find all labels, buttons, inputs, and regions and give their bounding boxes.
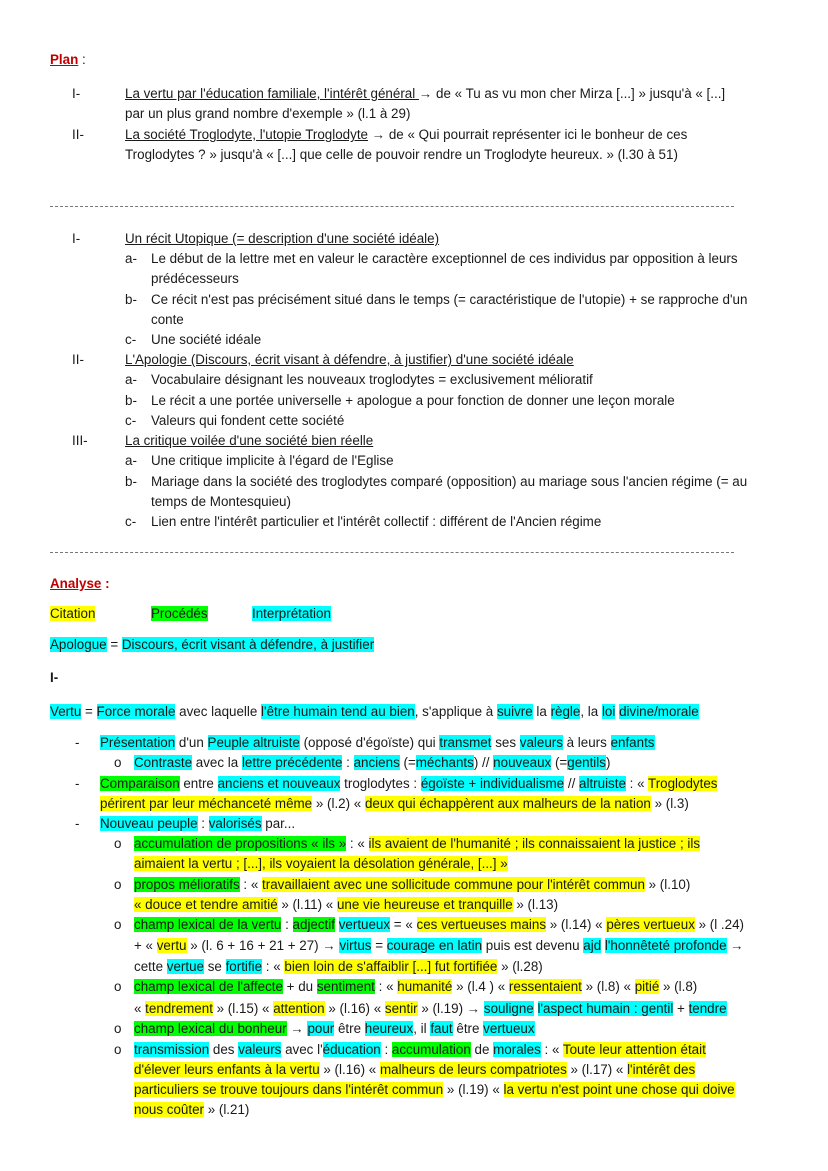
b3-t3: valorisés: [208, 816, 262, 831]
sub-4-cont: [134, 999, 727, 1019]
s6-t20: nous coûter: [134, 1102, 204, 1117]
s6-t1: transmission: [134, 1042, 210, 1057]
bullet-2: [100, 774, 717, 794]
s3-t15: =: [371, 938, 387, 953]
s3-t7: ces vertueuses mains: [416, 917, 547, 932]
s5-t9: vertueux: [483, 1021, 535, 1036]
outline-2c-letter: c-: [125, 413, 137, 428]
s2-t3: travaillaient avec une sollicitude commune pour l'intérêt commun: [262, 877, 645, 892]
b1s-t11: gentils: [567, 755, 606, 770]
s2-t8: » (l.13): [512, 897, 559, 912]
sub-5-marker: o: [114, 1021, 122, 1036]
outline-1a: Le début de la lettre met en valeur le caractère exceptionnel de ces individus par opposition à leurs: [151, 251, 738, 266]
b1s-t5: anciens: [353, 755, 400, 770]
s4-t18: souligne: [483, 1001, 534, 1016]
outline-1c-letter: c-: [125, 332, 137, 347]
s2-t7: une vie heureuse et tranquille: [336, 897, 513, 912]
sub-1-marker: o: [114, 836, 122, 851]
s3-t28: » (l.28): [497, 959, 543, 974]
s3-t9: pères vertueux: [606, 917, 695, 932]
s6-t11: Toute leur attention était: [562, 1042, 706, 1057]
s6-t2: des: [209, 1042, 239, 1057]
vertu-definition: [50, 702, 699, 722]
plan-item-2-cont: Troglodytes ? » jusqu'à « [...] que celle de pouvoir rendre un Troglodyte heureux. » (l.30 à 51): [125, 147, 678, 162]
s4-t17: » (l.19) →: [417, 1001, 484, 1016]
b2-t1: Comparaison: [100, 776, 180, 791]
s4-t14: attention: [273, 1001, 325, 1016]
outline-part-2-num: II-: [72, 352, 84, 367]
s4-t22: tendre: [688, 1001, 727, 1016]
sub-3-cont-2: [134, 957, 543, 977]
s5-t6: , il: [413, 1021, 431, 1036]
b1-t8: à leurs: [562, 735, 611, 750]
s3-t12: vertu: [156, 938, 187, 953]
sub-2: [134, 875, 690, 895]
s3-t8: » (l.14) «: [546, 917, 607, 932]
s5-t5: heureux: [364, 1021, 414, 1036]
plan-title: Plan: [50, 52, 79, 67]
s3-t10: » (l .24): [694, 917, 745, 932]
s6-t14: malheurs de leurs compatriotes: [379, 1062, 567, 1077]
sub-3-marker: o: [114, 917, 122, 932]
s3-t3: adjectif: [292, 917, 335, 932]
plan-heading: [50, 50, 86, 70]
s3-t27: bien loin de s'affaiblir [...] fut fortifiée: [284, 959, 498, 974]
s5-t1: champ lexical du bonheur: [134, 1021, 287, 1036]
s2-t2: : «: [239, 877, 263, 892]
vertu-t10: , la: [580, 704, 602, 719]
sub-6-marker: o: [114, 1042, 122, 1057]
s6-t5: éducation: [322, 1042, 381, 1057]
legend-procedes: Procédés: [151, 606, 208, 621]
outline-2b: Le récit a une portée universelle + apologue a pour fonction de donner une leçon morale: [151, 393, 675, 408]
s6-t13: » (l.16) «: [319, 1062, 380, 1077]
separator-1: [50, 206, 734, 207]
bullet-1-dash: -: [75, 735, 80, 750]
b1-t6: ses: [491, 735, 520, 750]
vertu-t6: , s'applique à: [414, 704, 497, 719]
s6-t7: accumulation: [391, 1042, 471, 1057]
vertu-t2: =: [81, 704, 97, 719]
s6-t8: de: [470, 1042, 494, 1057]
b1-t5: transmet: [439, 735, 492, 750]
b1-t9: enfants: [610, 735, 655, 750]
sub-6-cont-1: [134, 1060, 695, 1080]
s5-t7: faut: [430, 1021, 453, 1036]
outline-3b-cont: temps de Montesquieu): [151, 494, 291, 509]
plan-item-1-range: → de « Tu as vu mon cher Mirza [...] » jusqu'à « [...]: [418, 86, 726, 101]
outline-1b: Ce récit n'est pas précisément situé dans le temps (= caractéristique de l'utopie) + se rapproche d'un: [151, 292, 748, 307]
s6-t10: : «: [540, 1042, 563, 1057]
s3-t2: :: [281, 917, 293, 932]
plan-colon: :: [78, 52, 86, 67]
s6-t15: » (l.17) «: [566, 1062, 628, 1077]
s3-t21: →: [726, 938, 744, 953]
bullet-3-dash: -: [75, 816, 80, 831]
sub-6-cont-2: [134, 1080, 735, 1100]
s4-t13: » (l.15) «: [212, 1001, 274, 1016]
outline-3c: Lien entre l'intérêt particulier et l'intérêt collectif : différent de l'Ancien régime: [151, 514, 602, 529]
b2-t3: anciens et nouveaux: [217, 776, 341, 791]
s6-t16: l'intérêt des: [627, 1062, 696, 1077]
b1s-t9: nouveaux: [493, 755, 552, 770]
legend: [50, 604, 95, 624]
b2-t6: //: [564, 776, 580, 791]
b1s-t3: lettre précédente: [241, 755, 343, 770]
outline-2a-letter: a-: [125, 372, 137, 387]
apologue-definition: [50, 635, 374, 655]
bullet-1-sub-marker: o: [114, 755, 122, 770]
s4-t4: : «: [374, 979, 398, 994]
s2-t1: propos mélioratifs: [134, 877, 240, 892]
outline-part-2-title: L'Apologie (Discours, écrit visant à défendre, à justifier) d'une société idéale: [125, 352, 574, 367]
outline-part-3-title: La critique voilée d'une société bien réelle: [125, 433, 374, 448]
analyse-part-1: I-: [50, 670, 59, 685]
s3-t18: ajd: [583, 938, 602, 953]
outline-3a-letter: a-: [125, 453, 137, 468]
sub-4-marker: o: [114, 979, 122, 994]
s4-t9: pitié: [634, 979, 660, 994]
s3-t5: vertueux: [338, 917, 391, 932]
outline-part-1-num: I-: [72, 231, 81, 246]
s5-t3: pour: [307, 1021, 335, 1036]
s3-t6: = «: [390, 917, 417, 932]
b1s-t12: ): [605, 755, 611, 770]
s4-t7: ressentaient: [508, 979, 582, 994]
b1-t1: Présentation: [100, 735, 176, 750]
b3-t1: Nouveau peuple: [100, 816, 198, 831]
s3-t23: vertue: [166, 959, 204, 974]
analyse-colon: :: [101, 576, 110, 591]
outline-1c: Une société idéale: [151, 332, 262, 347]
b1-t7: valeurs: [519, 735, 563, 750]
legend-citation: Citation: [50, 606, 96, 621]
sub-3: [134, 915, 744, 935]
s6-t12: d'élever leurs enfants à la vertu: [134, 1062, 320, 1077]
s3-t24: se: [203, 959, 226, 974]
plan-item-2-range: → de « Qui pourrait représenter ici le bonheur de ces: [368, 127, 688, 142]
vertu-t9: règle: [550, 704, 581, 719]
outline-1a-letter: a-: [125, 251, 137, 266]
b2-t4: troglodytes :: [340, 776, 421, 791]
b2-t2: entre: [179, 776, 218, 791]
outline-2b-letter: b-: [125, 393, 137, 408]
b1s-t2: avec la: [192, 755, 242, 770]
bullet-2-dash: -: [75, 776, 80, 791]
analyse-heading: [50, 574, 110, 594]
b2-t9: Troglodytes: [648, 776, 718, 791]
s3-t22: cette: [134, 959, 167, 974]
s5-t4: être: [334, 1021, 365, 1036]
plan-item-1-cont: par un plus grand nombre d'exemple » (l.1 à 29): [125, 106, 411, 121]
s3-t14: virtus: [339, 938, 372, 953]
s3-t1: champ lexical de la vertu: [134, 917, 282, 932]
outline-1b-letter: b-: [125, 292, 137, 307]
outline-1b-cont: conte: [151, 312, 184, 327]
s3-t26: : «: [262, 959, 285, 974]
vertu-t8: la: [532, 704, 551, 719]
sub-2-cont: [134, 895, 558, 915]
s6-t18: » (l.19) «: [443, 1082, 504, 1097]
outline-3b-letter: b-: [125, 474, 137, 489]
s1-t1: accumulation de propositions: [134, 836, 308, 851]
b1-t2: d'un: [175, 735, 208, 750]
s4-t6: » (l.4 ) «: [452, 979, 509, 994]
s6-t21: » (l.21): [203, 1102, 250, 1117]
outline-part-3-num: III-: [72, 433, 88, 448]
bullet-3: [100, 814, 295, 834]
s4-t11: «: [134, 1001, 146, 1016]
b2-t11: » (l.2) «: [312, 796, 365, 811]
sub-6-cont-3: [134, 1100, 249, 1120]
b1-t3: Peuple altruiste: [207, 735, 300, 750]
s6-t9: morales: [493, 1042, 541, 1057]
s4-t15: » (l.16) «: [324, 1001, 385, 1016]
outline-3c-letter: c-: [125, 514, 137, 529]
s2-t6: » (l.11) «: [277, 897, 337, 912]
outline-1a-cont: prédécesseurs: [151, 271, 239, 286]
vertu-t1: Vertu: [50, 704, 82, 719]
s3-t20: l'honnêteté profonde: [604, 938, 727, 953]
s6-t19: la vertu n'est point une chose qui doive: [503, 1082, 735, 1097]
s4-t2: + du: [282, 979, 317, 994]
separator-2: [50, 552, 734, 553]
outline-3b: Mariage dans la société des troglodytes comparé (opposition) au mariage sous l'ancien régime (= au: [151, 474, 748, 489]
sub-1: [134, 834, 700, 854]
sub-4: [134, 977, 697, 997]
sub-6: [134, 1040, 706, 1060]
sub-3-cont-1: [134, 936, 744, 956]
s5-t2: →: [286, 1021, 308, 1036]
apologue-eq: =: [106, 637, 122, 652]
s1-t5: aimaient la vertu ; [...], ils voyaient la désolation générale, [...] »: [134, 856, 508, 871]
sub-2-marker: o: [114, 877, 122, 892]
b2-t5: égoïste + individualisme: [420, 776, 565, 791]
sub-1-cont: [134, 854, 508, 874]
s4-t19: [534, 1001, 538, 1016]
s4-t8: » (l.8) «: [581, 979, 635, 994]
plan-item-1-num: I-: [72, 86, 81, 101]
s3-t16: courage en latin: [386, 938, 483, 953]
plan-item-1: [125, 84, 725, 104]
legend-interpretation: Interprétation: [252, 606, 331, 621]
vertu-t7: suivre: [496, 704, 533, 719]
plan-item-1-title: La vertu par l'éducation familiale, l'intérêt général: [125, 86, 419, 101]
s4-t10: » (l.8): [659, 979, 698, 994]
b1s-t4: :: [342, 755, 354, 770]
s2-t4: » (l.10): [644, 877, 691, 892]
s1-t2: « ils »: [307, 836, 347, 851]
s4-t21: +: [673, 1001, 689, 1016]
bullet-1-sub: [134, 753, 610, 773]
b1-t4: (opposé d'égoïste) qui: [299, 735, 440, 750]
s3-t17: puis est devenu: [482, 938, 584, 953]
s4-t20: l'aspect humain : gentil: [537, 1001, 674, 1016]
b1s-t7: méchants: [415, 755, 474, 770]
bullet-1: [100, 733, 655, 753]
vertu-t13: divine/morale: [619, 704, 699, 719]
s2-t5: « douce et tendre amitié: [134, 897, 278, 912]
s1-t3: : «: [346, 836, 369, 851]
vertu-t4: avec laquelle: [175, 704, 262, 719]
s4-t1: champ lexical de l'affecte: [134, 979, 283, 994]
s6-t6: :: [380, 1042, 392, 1057]
s4-t3: sentiment: [316, 979, 375, 994]
b2-t7: altruiste: [579, 776, 626, 791]
b3-t4: par...: [261, 816, 296, 831]
s5-t8: être: [452, 1021, 484, 1036]
analyse-title: Analyse: [50, 576, 102, 591]
apologue-word: Apologue: [50, 637, 107, 652]
b2-t8: : «: [625, 776, 649, 791]
outline-3a: Une critique implicite à l'égard de l'Eglise: [151, 453, 394, 468]
b2-t13: » (l.3): [650, 796, 689, 811]
s4-t12: tendrement: [145, 1001, 213, 1016]
s4-t5: humanité: [397, 979, 453, 994]
outline-2c: Valeurs qui fondent cette société: [151, 413, 345, 428]
b1s-t6: (=: [399, 755, 416, 770]
b2-t10: périrent par leur méchanceté même: [100, 796, 313, 811]
s6-t3: valeurs: [238, 1042, 282, 1057]
plan-item-2-num: II-: [72, 127, 84, 142]
outline-part-1-title: Un récit Utopique (= description d'une société idéale): [125, 231, 440, 246]
s3-t25: fortifie: [225, 959, 263, 974]
vertu-t3: Force morale: [96, 704, 176, 719]
sub-5: [134, 1019, 535, 1039]
apologue-def: Discours, écrit visant à défendre, à justifier: [121, 637, 375, 652]
b3-t2: :: [197, 816, 209, 831]
s6-t17: particuliers se trouve toujours dans l'intérêt commun: [134, 1082, 444, 1097]
outline-2a: Vocabulaire désignant les nouveaux troglodytes = exclusivement mélioratif: [151, 372, 593, 387]
b1s-t1: Contraste: [134, 755, 193, 770]
s3-t13: » (l. 6 + 16 + 21 + 27) →: [186, 938, 340, 953]
bullet-2-cont: [100, 794, 689, 814]
b2-t12: deux qui échappèrent aux malheurs de la nation: [364, 796, 651, 811]
s3-t11: + «: [134, 938, 157, 953]
b1s-t10: (=: [551, 755, 568, 770]
s1-t4: ils avaient de l'humanité ; ils connaissaient la justice ; ils: [368, 836, 701, 851]
plan-item-2-title: La société Troglodyte, l'utopie Troglodyte: [125, 127, 368, 142]
s6-t4: avec l': [281, 1042, 323, 1057]
s4-t16: sentir: [384, 1001, 418, 1016]
b1s-t8: ) //: [473, 755, 494, 770]
vertu-t5: l'être humain tend au bien: [261, 704, 415, 719]
plan-item-2: [125, 125, 687, 145]
vertu-t11: loi: [601, 704, 616, 719]
